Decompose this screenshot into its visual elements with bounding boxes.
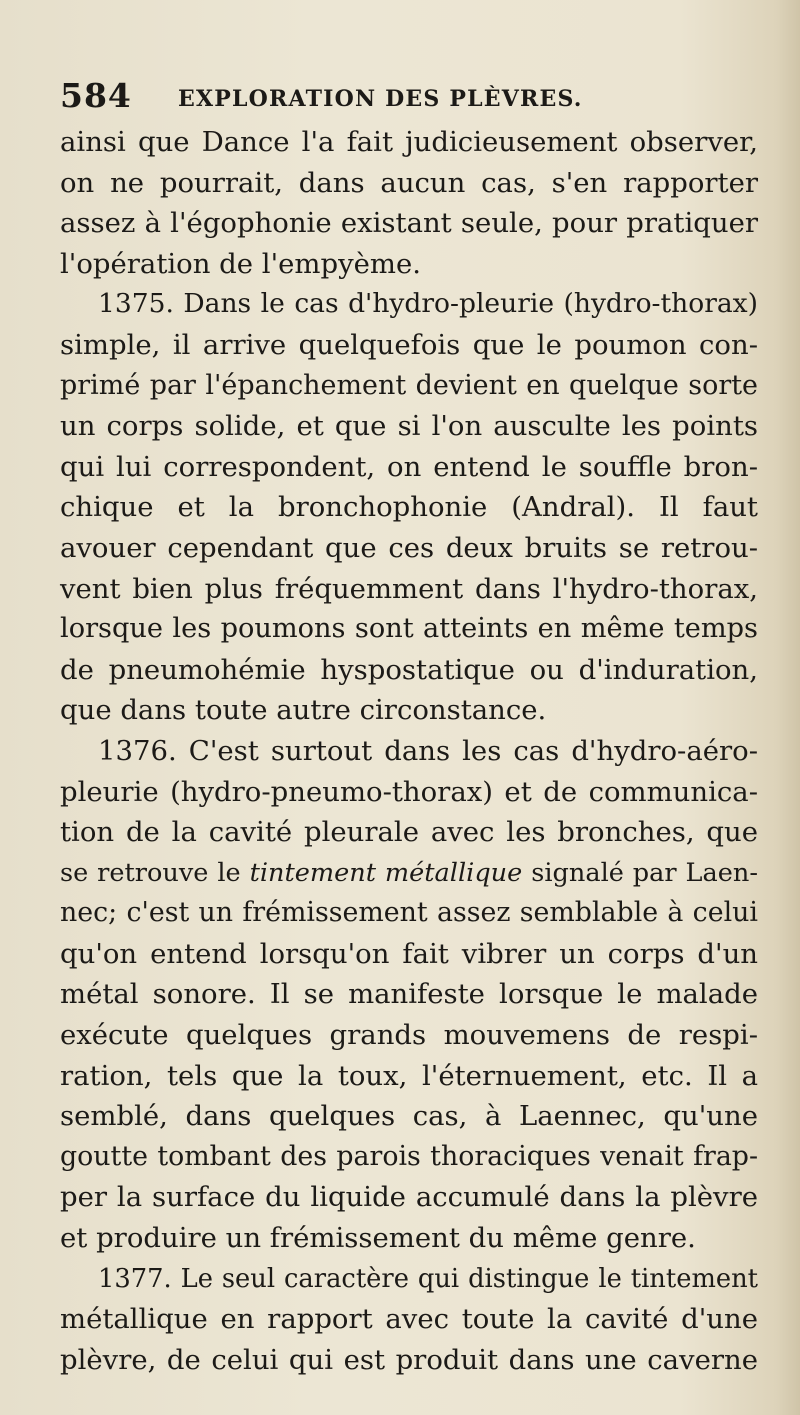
text-line: 1376. C'est surtout dans les cas d'hydro-aéro-	[98, 734, 758, 767]
paragraph-1377	[60, 1259, 758, 1381]
text-line: chique et la bronchophonie (Andral). Il faut	[60, 491, 758, 524]
text-line: avouer cependant que ces deux bruits se retrou-	[60, 531, 758, 564]
emphasis-term: tintement métallique	[249, 857, 523, 888]
text-segment: se retrouve le	[60, 857, 241, 888]
text-line: un corps solide, et que si l'on ausculte les points	[60, 410, 758, 443]
paragraph-continued	[60, 122, 758, 284]
text-segment: signalé par Laen-	[531, 857, 758, 888]
text-line: de pneumohémie hyspostatique ou d'induration,	[60, 653, 758, 686]
text-line: qui lui correspondent, on entend le souffle bron-	[60, 450, 758, 483]
text-line: 1377. Le seul caractère qui distingue le tintement	[98, 1263, 758, 1294]
text-line: primé par l'épanchement devient en quelque sorte	[60, 369, 758, 401]
text-line: 1375. Dans le cas d'hydro-pleurie (hydro-thorax)	[98, 288, 758, 320]
text-line: l'opération de l'empyème.	[60, 247, 422, 280]
text-line: qu'on entend lorsqu'on fait vibrer un corps d'un	[60, 937, 758, 970]
paragraph-1375	[60, 284, 758, 731]
text-line: semblé, dans quelques cas, à Laennec, qu'une	[60, 1100, 758, 1133]
text-line: que dans toute autre circonstance.	[60, 694, 547, 727]
text-line-with-emphasis	[60, 853, 758, 894]
text-line: nec; c'est un frémissement assez semblable à celui	[60, 897, 758, 929]
text-line: vent bien plus fréquemment dans l'hydro-thorax,	[60, 572, 758, 605]
text-line: lorsque les poumons sont atteints en même temps	[60, 613, 758, 645]
text-line: assez à l'égophonie existant seule, pour pratiquer	[60, 207, 758, 240]
paragraph-1376	[60, 731, 758, 1259]
text-line: ration, tels que la toux, l'éternuement, etc. Il a	[60, 1059, 758, 1092]
running-title: EXPLORATION DES PLÈVRES.	[178, 86, 583, 112]
text-line: goutte tombant des parois thoraciques venait frap-	[60, 1140, 758, 1172]
text-line: plèvre, de celui qui est produit dans une caverne	[60, 1343, 758, 1376]
text-line: on ne pourrait, dans aucun cas, s'en rapporter	[60, 166, 758, 199]
text-line: métal sonore. Il se manifeste lorsque le malade	[60, 978, 758, 1011]
text-line: per la surface du liquide accumulé dans la plèvre	[60, 1181, 758, 1214]
text-line: ainsi que Dance l'a fait judicieusement observer,	[60, 126, 758, 158]
page-header	[60, 76, 750, 120]
page-number: 584	[60, 76, 132, 115]
text-line: exécute quelques grands mouvemens de respi-	[60, 1019, 758, 1052]
text-line: tion de la cavité pleurale avec les bronches, que	[60, 816, 758, 849]
text-line: métallique en rapport avec toute la cavité d'une	[60, 1303, 758, 1336]
text-line: et produire un frémissement du même genre.	[60, 1222, 696, 1255]
page-body	[60, 122, 758, 1380]
text-line: pleurie (hydro-pneumo-thorax) et de communica-	[60, 775, 758, 808]
text-line: simple, il arrive quelquefois que le poumon con-	[60, 328, 758, 361]
